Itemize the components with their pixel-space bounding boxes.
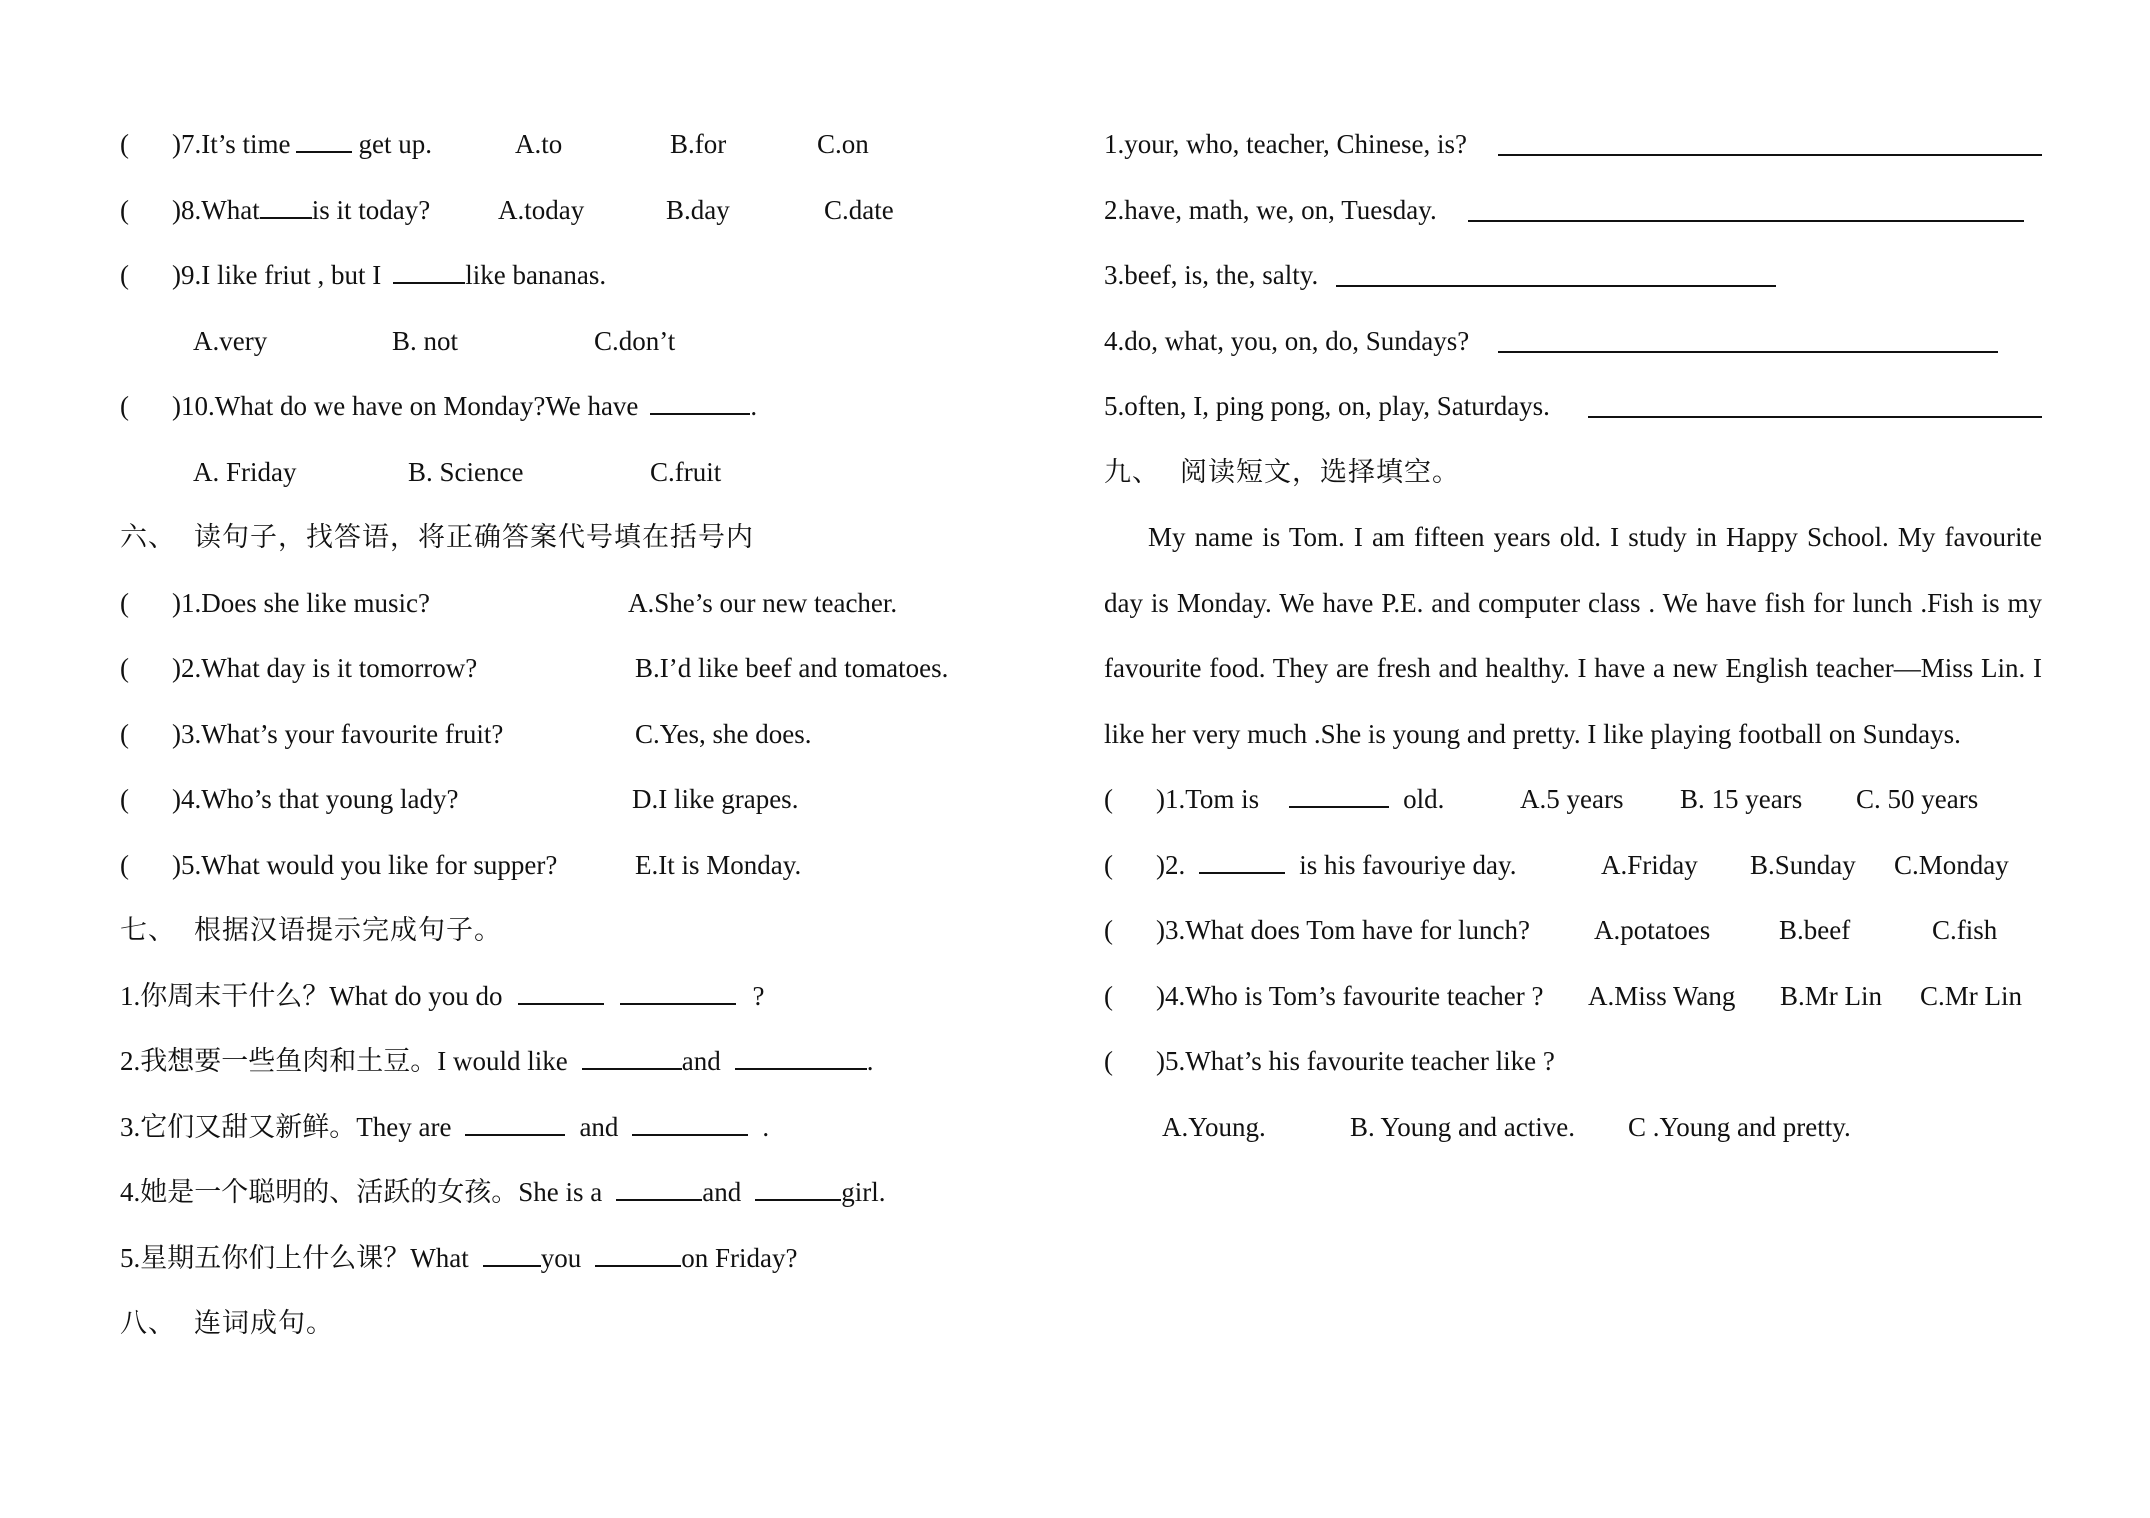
section-8-heading [120,1291,1020,1357]
sentence-7-5 [120,1226,1020,1292]
answer-blank[interactable] [620,981,736,1005]
answer-blank[interactable] [755,1177,841,1201]
option-a: A. Friday [193,456,297,487]
word-order-words: 3.beef, is, the, salty. [1104,260,1319,290]
reading-question-1 [1104,767,2049,833]
question-7 [120,112,1020,178]
question-text: )9.I like friut , but I like bananas. [172,260,607,290]
question-9-options [120,309,1020,375]
answer-blank[interactable] [393,260,465,284]
answer-paren[interactable]: ( [1104,915,1113,945]
reading-question-5-options [1104,1095,2049,1161]
answer-blank[interactable] [632,1112,748,1136]
answer-line[interactable] [1468,220,2024,222]
answer-line[interactable] [1336,285,1776,287]
section-9-heading [1104,440,2049,506]
answer-blank[interactable] [650,391,750,415]
word-order-5 [1104,374,2049,440]
word-order-2 [1104,178,2049,244]
answer-blank[interactable] [483,1243,541,1267]
question-text: )7.It’s time get up. [172,129,432,159]
section-6-heading [120,505,1020,571]
match-answer: C.Yes, she does. [635,718,812,749]
word-order-words: 2.have, math, we, on, Tuesday. [1104,194,1437,225]
reading-question-2 [1104,833,2049,899]
reading-question-3 [1104,898,2049,964]
answer-blank[interactable] [582,1046,682,1070]
option-c: C.Mr Lin [1920,980,2023,1011]
question-10-options [120,440,1020,506]
sentence-text: 5.星期五你们上什么课？What you on Friday? [120,1242,798,1273]
match-answer: A.She’s our new teacher. [628,587,898,618]
answer-paren[interactable]: ( [120,587,129,618]
answer-paren[interactable]: ( [120,653,129,683]
section-title: 连词成句。 [194,1308,334,1338]
word-order-1 [1104,112,2049,178]
answer-paren[interactable]: ( [120,194,129,225]
option-c: C.Monday [1894,849,2009,880]
option-a: A.Young. [1162,1111,1266,1142]
answer-blank[interactable] [616,1177,702,1201]
question-text: )2. is his favouriye day. [1156,849,1517,880]
match-item-3 [120,702,1020,768]
section-title: 根据汉语提示完成句子。 [194,915,502,945]
right-column [1104,112,2049,1160]
answer-paren[interactable]: ( [120,718,129,749]
answer-line[interactable] [1498,351,1998,353]
answer-paren[interactable]: ( [120,784,129,814]
option-a: A.to [515,129,563,159]
question-8 [120,178,1020,244]
question-text: )8.What is it today? [172,194,431,225]
answer-paren[interactable]: ( [1104,849,1113,880]
answer-paren[interactable]: ( [1104,980,1113,1011]
option-a: A.Friday [1601,849,1698,880]
answer-blank[interactable] [296,129,352,153]
answer-paren[interactable]: ( [120,391,129,421]
left-column [120,112,1020,1357]
option-a: A.very [193,325,268,356]
match-item-2 [120,636,1020,702]
section-number: 八、 [120,1308,176,1338]
word-order-words: 5.often, I, ping pong, on, play, Saturdays. [1104,391,1550,421]
answer-line[interactable] [1498,154,2042,156]
question-text: )4.Who is Tom’s favourite teacher ? [1156,980,1544,1011]
sentence-text: 3.它们又甜又新鲜。They are and . [120,1111,770,1142]
match-question: )3.What’s your favourite fruit? [172,718,504,749]
option-b: B. Young and active. [1350,1111,1575,1142]
answer-blank[interactable] [465,1112,565,1136]
match-question: )2.What day is it tomorrow? [172,653,478,683]
question-text: )10.What do we have on Monday?We have . [172,391,758,421]
option-b: B. Science [408,456,524,487]
answer-paren[interactable]: ( [1104,1046,1113,1076]
answer-paren[interactable]: ( [120,129,129,159]
answer-paren[interactable]: ( [1104,784,1113,814]
section-number: 九、 [1104,456,1160,487]
answer-blank[interactable] [260,195,312,219]
word-order-words: 1.your, who, teacher, Chinese, is? [1104,129,1467,159]
answer-blank[interactable] [735,1046,867,1070]
question-text: )1.Tom is old. [1156,784,1445,814]
reading-passage: My name is Tom. I am fifteen years old. I study in Happy School. My favourite day is Monday. We have P.E. and computer class . We have fish for lunch .Fish is my favourite food. They are fresh and healthy. I have a new English teacher—Miss Lin. I like her very much .She is young and pretty. I like playing football on Sundays. [1104,522,2042,749]
match-item-4 [120,767,1020,833]
answer-blank[interactable] [1199,850,1285,874]
option-c: C .Young and pretty. [1628,1111,1851,1142]
sentence-7-4 [120,1160,1020,1226]
word-order-4 [1104,309,2049,375]
word-order-3 [1104,243,2049,309]
option-a: A.today [498,194,585,225]
match-item-1 [120,571,1020,637]
answer-blank[interactable] [595,1243,681,1267]
match-question: )1.Does she like music? [172,587,430,618]
match-answer: B.I’d like beef and tomatoes. [635,653,949,683]
match-question: )4.Who’s that young lady? [172,784,459,814]
option-a: A.5 years [1520,784,1624,814]
sentence-text: 2.我想要一些鱼肉和土豆。I would like and . [120,1046,874,1076]
sentence-7-3 [120,1095,1020,1161]
word-order-words: 4.do, what, you, on, do, Sundays? [1104,325,1470,356]
section-title: 阅读短文，选择填空。 [1180,456,1460,487]
answer-paren[interactable]: ( [120,260,129,290]
sentence-7-2 [120,1029,1020,1095]
match-answer: D.I like grapes. [632,784,799,814]
option-c: C.don’t [594,325,676,356]
match-answer: E.It is Monday. [635,849,802,880]
question-10 [120,374,1020,440]
sentence-7-1 [120,964,1020,1030]
section-number: 七、 [120,915,176,945]
option-c: C.on [817,129,869,159]
option-c: C.fruit [650,456,722,487]
option-b: B. 15 years [1680,784,1803,814]
option-b: B. not [392,325,459,356]
answer-blank[interactable] [518,981,604,1005]
sentence-text: 1.你周末干什么？What do you do ? [120,980,765,1011]
section-7-heading [120,898,1020,964]
answer-paren[interactable]: ( [120,849,129,880]
option-c: C.date [824,194,894,225]
reading-question-5 [1104,1029,2049,1095]
sentence-text: 4.她是一个聪明的、活跃的女孩。She is a and girl. [120,1177,886,1207]
option-c: C. 50 years [1856,784,1979,814]
match-question: )5.What would you like for supper? [172,849,558,880]
option-c: C.fish [1932,915,1998,945]
option-a: A.Miss Wang [1588,980,1736,1011]
question-text: )3.What does Tom have for lunch? [1156,915,1530,945]
option-b: B.day [666,194,730,225]
option-b: B.Sunday [1750,849,1856,880]
option-b: B.beef [1779,915,1851,945]
answer-line[interactable] [1588,416,2042,418]
question-9 [120,243,1020,309]
answer-blank[interactable] [1289,784,1389,808]
option-b: B.for [670,129,727,159]
reading-question-4 [1104,964,2049,1030]
question-text: )5.What’s his favourite teacher like ? [1156,1046,1555,1076]
option-b: B.Mr Lin [1780,980,1883,1011]
section-title: 读句子，找答语，将正确答案代号填在括号内 [194,522,754,552]
option-a: A.potatoes [1594,915,1711,945]
section-number: 六、 [120,522,176,552]
match-item-5 [120,833,1020,899]
